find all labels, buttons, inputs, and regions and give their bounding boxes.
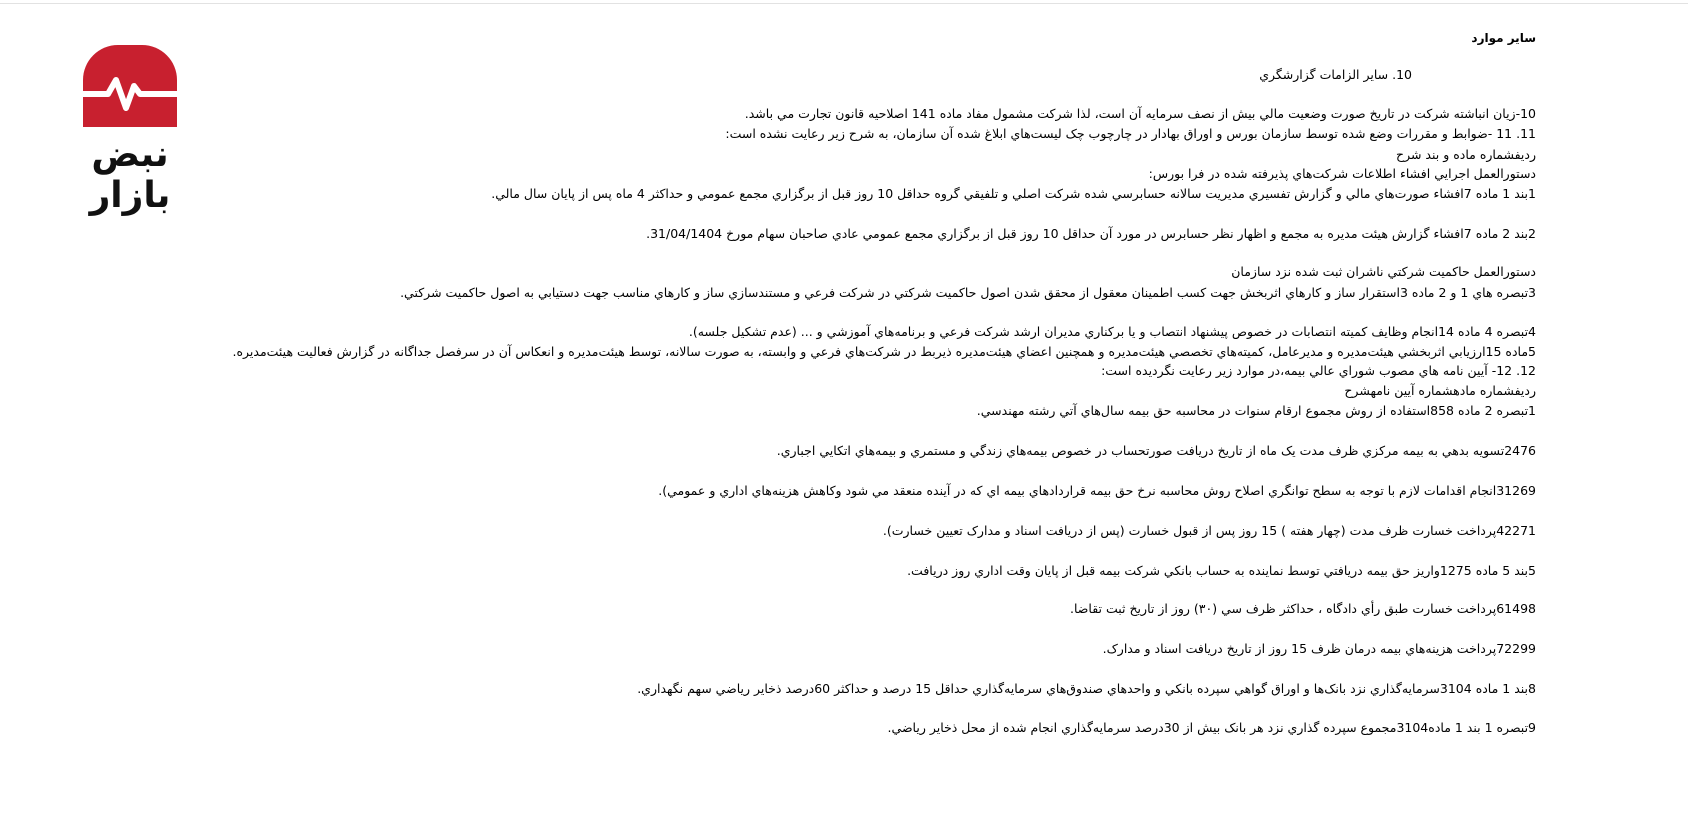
logo: [70, 42, 190, 216]
text-line: رديفشماره ماده و بند شرح: [1396, 147, 1536, 162]
logo-text: نبض بازار: [89, 134, 171, 216]
text-line: 31269انجام اقدامات لازم با توجه به سطح توانگري اصلاح روش محاسبه نرخ حق بيمه قراردادهاي بيمه اي که در آينده منعقد مي شود وکاهش هزينه‌هاي اداري و عمومي).: [658, 483, 1536, 498]
pulse-logo-icon: [70, 42, 190, 132]
text-line: دستورالعمل حاکميت شرکتي ناشران ثبت شده نزد سازمان: [1231, 264, 1536, 279]
text-line: 1تبصره 2 ماده 858استفاده از روش مجموع ارقام سنوات در محاسبه حق بيمه سال‌هاي آتي رشته مهندسي.: [976, 403, 1536, 418]
top-divider: [0, 3, 1688, 4]
section-header: ساير موارد: [1471, 31, 1536, 45]
text-line: 3تبصره هاي 1 و 2 ماده 3استقرار ساز و کارهاي اثربخش جهت کسب اطمينان معقول از محقق شدن اصول حاکميت شرکتي در شرکت فرعي و مستندسازي ساز و کارهاي مناسب جهت دستيابي به اصول حاکميت شرکتي.: [400, 285, 1536, 300]
text-line: 42271پرداخت خسارت ظرف مدت (چهار هفته ) 15 روز پس از قبول خسارت (پس از دريافت اسناد و مدارک تعيين خسارت).: [882, 523, 1536, 538]
text-line: 9تبصره 1 بند 1 ماده3104مجموع سپرده گذاري نزد هر بانک بيش از 30درصد سرمايه‌گذاري انجام شده از محل ذخاير رياضي.: [887, 720, 1536, 735]
text-line: 1بند 1 ماده 7افشاء صورت‌هاي مالي و گزارش تفسيري مديريت سالانه حسابرسي شده شرکت اصلي و تلفيقي گروه حداقل 10 روز قبل از برگزاري مجمع عمومي و حداکثر 4 ماه پس از پايان سال مالي.: [491, 186, 1536, 201]
text-line: رديفشماره مادهشماره آيين نامهشرح: [1344, 383, 1536, 398]
text-line: 12. 12- آيين نامه هاي مصوب شوراي عالي بيمه،در موارد زير رعايت نگرديده است:: [1101, 363, 1536, 378]
text-line: 4تبصره 4 ماده 14انجام وظايف کميته انتصابات در خصوص پيشنهاد انتصاب و يا برکناري مديران ارشد شرکت فرعي و برنامه‌هاي آموزشي و ... (عدم تشکيل جلسه).: [688, 324, 1536, 339]
text-line: دستورالعمل اجرايي افشاء اطلاعات شرکت‌هاي پذيرفته شده در فرا بورس:: [1148, 166, 1536, 181]
text-line: 11. 11 -ضوابط و مقررات وضع شده توسط سازمان بورس و اوراق بهادار در چارچوب چک ليست‌هاي ابلاغ شده آن سازمان، به شرح زير رعايت نشده است:: [725, 126, 1536, 141]
text-line: 5ماده 15ارزيابي اثربخشي هيئت‌مديره و مديرعامل، کميته‌هاي تخصصي هيئت‌مديره و همچنين اعضاي هيئت‌مديره ذيربط در شرکت‌هاي فرعي و وابسته، به صورت سالانه، توسط هيئت‌مديره و انعکاس آن در سرفصل جداگانه در گزارش فعاليت هيئت‌مديره.: [232, 344, 1536, 359]
text-line: 5بند 5 ماده 1275واريز حق بيمه دريافتي توسط نماينده به حساب بانکي شرکت بيمه قبل از پايان وقت اداري روز دريافت.: [907, 563, 1536, 578]
text-line: 72299پرداخت هزينه‌هاي بيمه درمان ظرف 15 روز از تاريخ دريافت اسناد و مدارک.: [1102, 641, 1536, 656]
section-title: 10. ساير الزامات گزارشگري: [1259, 67, 1412, 82]
text-line: 2476تسويه بدهي به بيمه مرکزي ظرف مدت يک ماه از تاريخ دريافت صورتحساب در خصوص بيمه‌هاي زندگي و مستمري و بيمه‌هاي اتکايي اجباري.: [776, 443, 1536, 458]
text-line: 61498پرداخت خسارت طبق رأي دادگاه ، حداکثر ظرف سي (٣٠) روز از تاريخ ثبت تقاضا.: [1070, 601, 1536, 616]
text-line: 10-زيان انباشته شرکت در تاريخ صورت وضعيت مالي بيش از نصف سرمايه آن است، لذا شرکت مشمول مفاد ماده 141 اصلاحيه قانون تجارت مي باشد.: [744, 106, 1536, 121]
text-line: 2بند 2 ماده 7افشاء گزارش هيئت مديره به مجمع و اظهار نظر حسابرس در مورد آن حداقل 10 روز قبل از برگزاري مجمع عمومي عادي صاحبان سهام مورخ 31/04/1404.: [646, 226, 1536, 241]
text-line: 8بند 1 ماده 3104سرمايه‌گذاري نزد بانک‌ها و اوراق گواهي سپرده بانکي و واحدهاي صندوق‌هاي سرمايه‌گذاري حداقل 15 درصد و حداکثر 60درصد ذخاير رياضي سهم نگهداري.: [637, 681, 1536, 696]
